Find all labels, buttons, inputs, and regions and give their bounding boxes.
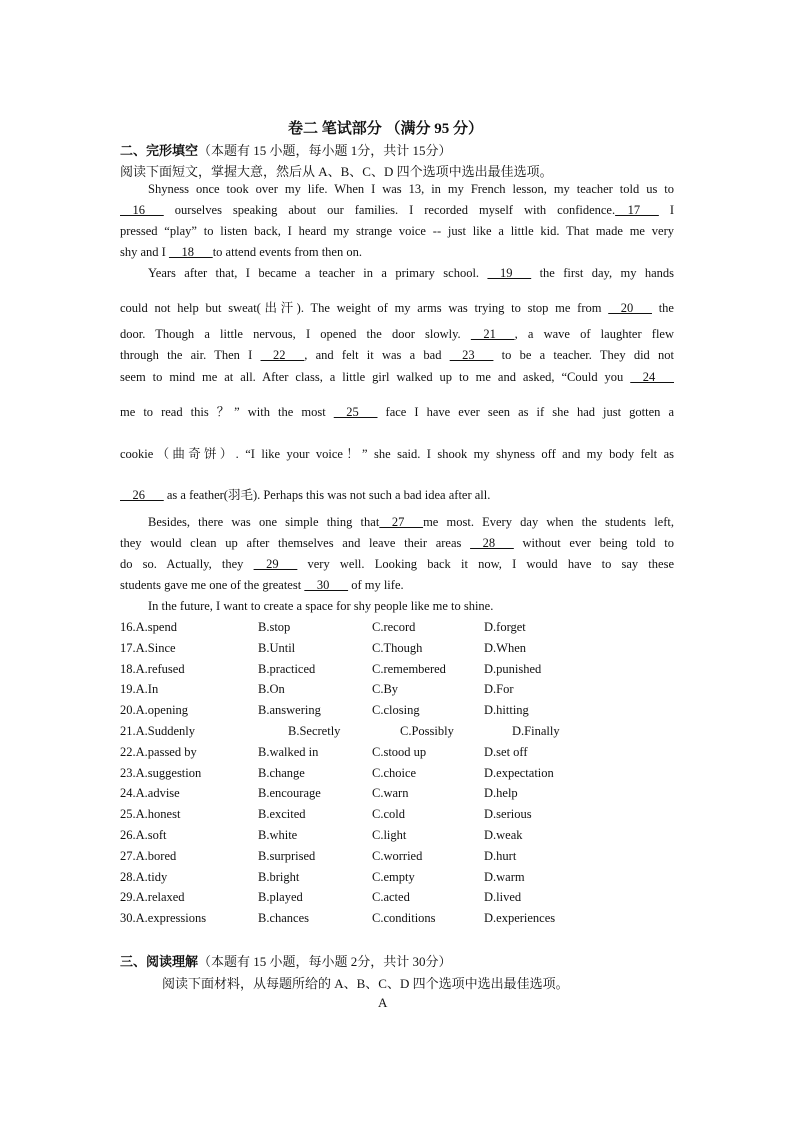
section2-heading (120, 140, 452, 159)
passage-text: face I have ever seen as if she had just gotten a (377, 405, 674, 419)
option-28-A: 28.A.tidy (120, 869, 168, 884)
passage-line (120, 348, 674, 363)
passage-text: me most. Every day when the students left, (423, 515, 674, 529)
option-20-B: B.answering (258, 703, 321, 718)
passage-text: I (658, 203, 675, 217)
section3-title: 三、阅读理解 (120, 954, 199, 969)
passage-line (120, 245, 674, 260)
option-26-B: B.white (258, 828, 298, 842)
option-30-D: D.experiences (484, 911, 556, 926)
option-22-B: B.walked in (258, 744, 319, 759)
option-27-D: D.hurt (484, 848, 517, 863)
option-16-D: D.forget (484, 620, 526, 634)
passage-closing-line: In the future, I want to create a space for shy people like me to shine. (148, 599, 494, 613)
option-25-C: C.cold (372, 807, 405, 822)
passage-line (120, 402, 674, 420)
option-18-D: D.punished (484, 661, 542, 676)
option-27-C: C.worried (372, 848, 423, 863)
passage-line (148, 515, 674, 530)
option-16-A: 16.A.spend (120, 620, 177, 634)
blank-24: 24 (630, 370, 674, 384)
option-19-A: 19.A.In (120, 682, 159, 697)
blank-21: 21 (470, 327, 515, 341)
passage-text: Years after that, I became a teacher in a primary school. (148, 266, 488, 280)
passage-line (120, 557, 674, 572)
option-21-A: 21.A.Suddenly (120, 724, 195, 738)
blank-25: 25 (333, 405, 378, 419)
blank-22: 22 (260, 348, 305, 362)
passage-text: as a feather(羽毛). Perhaps this was not such a bad idea after all. (163, 488, 491, 502)
passage-line (120, 370, 674, 385)
option-24-C: C.warn (372, 786, 409, 801)
section2-title: 二、完形填空 (120, 143, 199, 158)
passage-text: of my life. (348, 578, 404, 592)
option-24-B: B.encourage (258, 786, 321, 801)
option-23-D: D.expectation (484, 765, 554, 780)
section2-instruction: 阅读下面短文，掌握大意，然后从 A、B、C、D 四个选项中选出最佳选项。 (120, 164, 553, 179)
blank-26: 26 (120, 488, 164, 502)
option-27-B: B.surprised (258, 848, 316, 863)
option-29-B: B.played (258, 890, 303, 905)
option-30-A: 30.A.expressions (120, 911, 207, 926)
option-30-C: C.conditions (372, 911, 436, 926)
option-25-D: D.serious (484, 807, 532, 822)
passage-text: through the air. Then I (120, 348, 261, 362)
passage-text: the first day, my hands (531, 266, 675, 280)
section3-heading (120, 951, 452, 970)
passage-text: to be a teacher. They did not (493, 348, 674, 362)
option-26-D: D.weak (484, 828, 523, 842)
option-28-C: C.empty (372, 869, 415, 884)
option-26-C: C.light (372, 828, 407, 842)
passage-text: ourselves speaking about our families. I recorded myself with confidence. (163, 203, 616, 217)
passage-line (148, 182, 674, 197)
passage-line (120, 536, 674, 551)
passage-text: , and felt it was a bad (304, 348, 450, 362)
passage-line (148, 266, 674, 281)
blank-30: 30 (304, 578, 349, 592)
passage-text: Besides, there was one simple thing that (148, 515, 380, 529)
page-title: 卷二 笔试部分 （满分 95 分） (288, 121, 484, 137)
section2-note: （本题有 15 小题，每小题 1分，共计 15分） (198, 143, 452, 158)
option-23-C: C.choice (372, 765, 417, 780)
option-27-A: 27.A.bored (120, 848, 177, 863)
option-29-D: D.lived (484, 890, 522, 905)
option-18-B: B.practiced (258, 661, 316, 676)
passage-text: to attend events from then on. (212, 245, 362, 259)
passage-text: students gave me one of the greatest (120, 578, 305, 592)
passage-text: me to read this ？” with the most (120, 405, 334, 419)
option-19-B: B.On (258, 682, 285, 697)
option-16-B: B.stop (258, 620, 291, 634)
passage-text: door. Though a little nervous, I opened the door slowly. (120, 327, 471, 341)
option-17-D: D.When (484, 640, 526, 655)
passage-text: Shyness once took over my life. When I was 13, in my French lesson, my teacher told us to (148, 182, 674, 196)
blank-27: 27 (379, 515, 424, 529)
option-18-C: C.remembered (372, 661, 446, 676)
option-17-C: C.Though (372, 640, 423, 655)
section3-instruction: 阅读下面材料，从每题所给的 A、B、C、D 四个选项中选出最佳选项。 (162, 976, 569, 991)
blank-29: 29 (253, 557, 298, 571)
blank-28: 28 (470, 536, 514, 550)
option-20-C: C.closing (372, 703, 420, 718)
blank-20: 20 (608, 301, 652, 315)
blank-17: 17 (615, 203, 659, 217)
option-23-B: B.change (258, 765, 305, 780)
blank-18: 18 (168, 245, 213, 259)
option-20-D: D.hitting (484, 703, 529, 718)
option-24-D: D.help (484, 786, 518, 801)
option-17-B: B.Until (258, 640, 296, 655)
passage-line (120, 203, 674, 218)
passage-text: cookie（曲奇饼）. “I like your voice！” she said. I shook my shyness off and my body felt as (120, 447, 674, 461)
passage-line (120, 578, 674, 593)
passage-text: they would clean up after themselves and leave their areas (120, 536, 471, 550)
blank-23: 23 (449, 348, 494, 362)
option-21-C: C.Possibly (400, 724, 454, 738)
section3-part-label: A (378, 995, 388, 1010)
option-22-D: D.set off (484, 744, 528, 759)
option-25-A: 25.A.honest (120, 807, 181, 822)
option-26-A: 26.A.soft (120, 828, 167, 842)
passage-text: pressed “play” to listen back, I heard my strange voice -- just like a little kid. That made me very (120, 224, 674, 238)
passage-line (120, 444, 674, 462)
passage-line (120, 327, 674, 342)
passage-text: do so. Actually, they (120, 557, 254, 571)
option-22-A: 22.A.passed by (120, 744, 197, 759)
option-21-B: B.Secretly (288, 724, 341, 738)
passage-text: seem to mind me at all. After class, a little girl walked up to me and asked, “Could you (120, 370, 631, 384)
passage-text: very well. Looking back it now, I would have to say these (297, 557, 674, 571)
section3-note: （本题有 15 小题，每小题 2分，共计 30分） (198, 954, 452, 969)
passage-text: the (651, 301, 674, 315)
option-23-A: 23.A.suggestion (120, 765, 202, 780)
option-16-C: C.record (372, 620, 416, 634)
option-29-A: 29.A.relaxed (120, 890, 185, 905)
blank-19: 19 (487, 266, 532, 280)
option-21-D: D.Finally (512, 724, 560, 738)
option-22-C: C.stood up (372, 744, 427, 759)
option-29-C: C.acted (372, 890, 410, 905)
passage-text: could not help but sweat(出汗). The weight of my arms was trying to stop me from (120, 301, 609, 315)
option-19-D: D.For (484, 682, 514, 697)
passage-line (120, 298, 674, 316)
blank-16: 16 (120, 203, 164, 217)
option-20-A: 20.A.opening (120, 703, 189, 718)
option-24-A: 24.A.advise (120, 786, 180, 801)
option-28-B: B.bright (258, 869, 300, 884)
option-17-A: 17.A.Since (120, 640, 176, 655)
option-30-B: B.chances (258, 911, 310, 926)
option-28-D: D.warm (484, 869, 525, 884)
passage-line (120, 224, 674, 239)
option-18-A: 18.A.refused (120, 661, 185, 676)
option-25-B: B.excited (258, 807, 306, 822)
option-19-C: C.By (372, 682, 399, 697)
passage-line (120, 485, 674, 503)
passage-text: shy and I (120, 245, 169, 259)
passage-text: , a wave of laughter flew (514, 327, 675, 341)
passage-text: without ever being told to (513, 536, 674, 550)
